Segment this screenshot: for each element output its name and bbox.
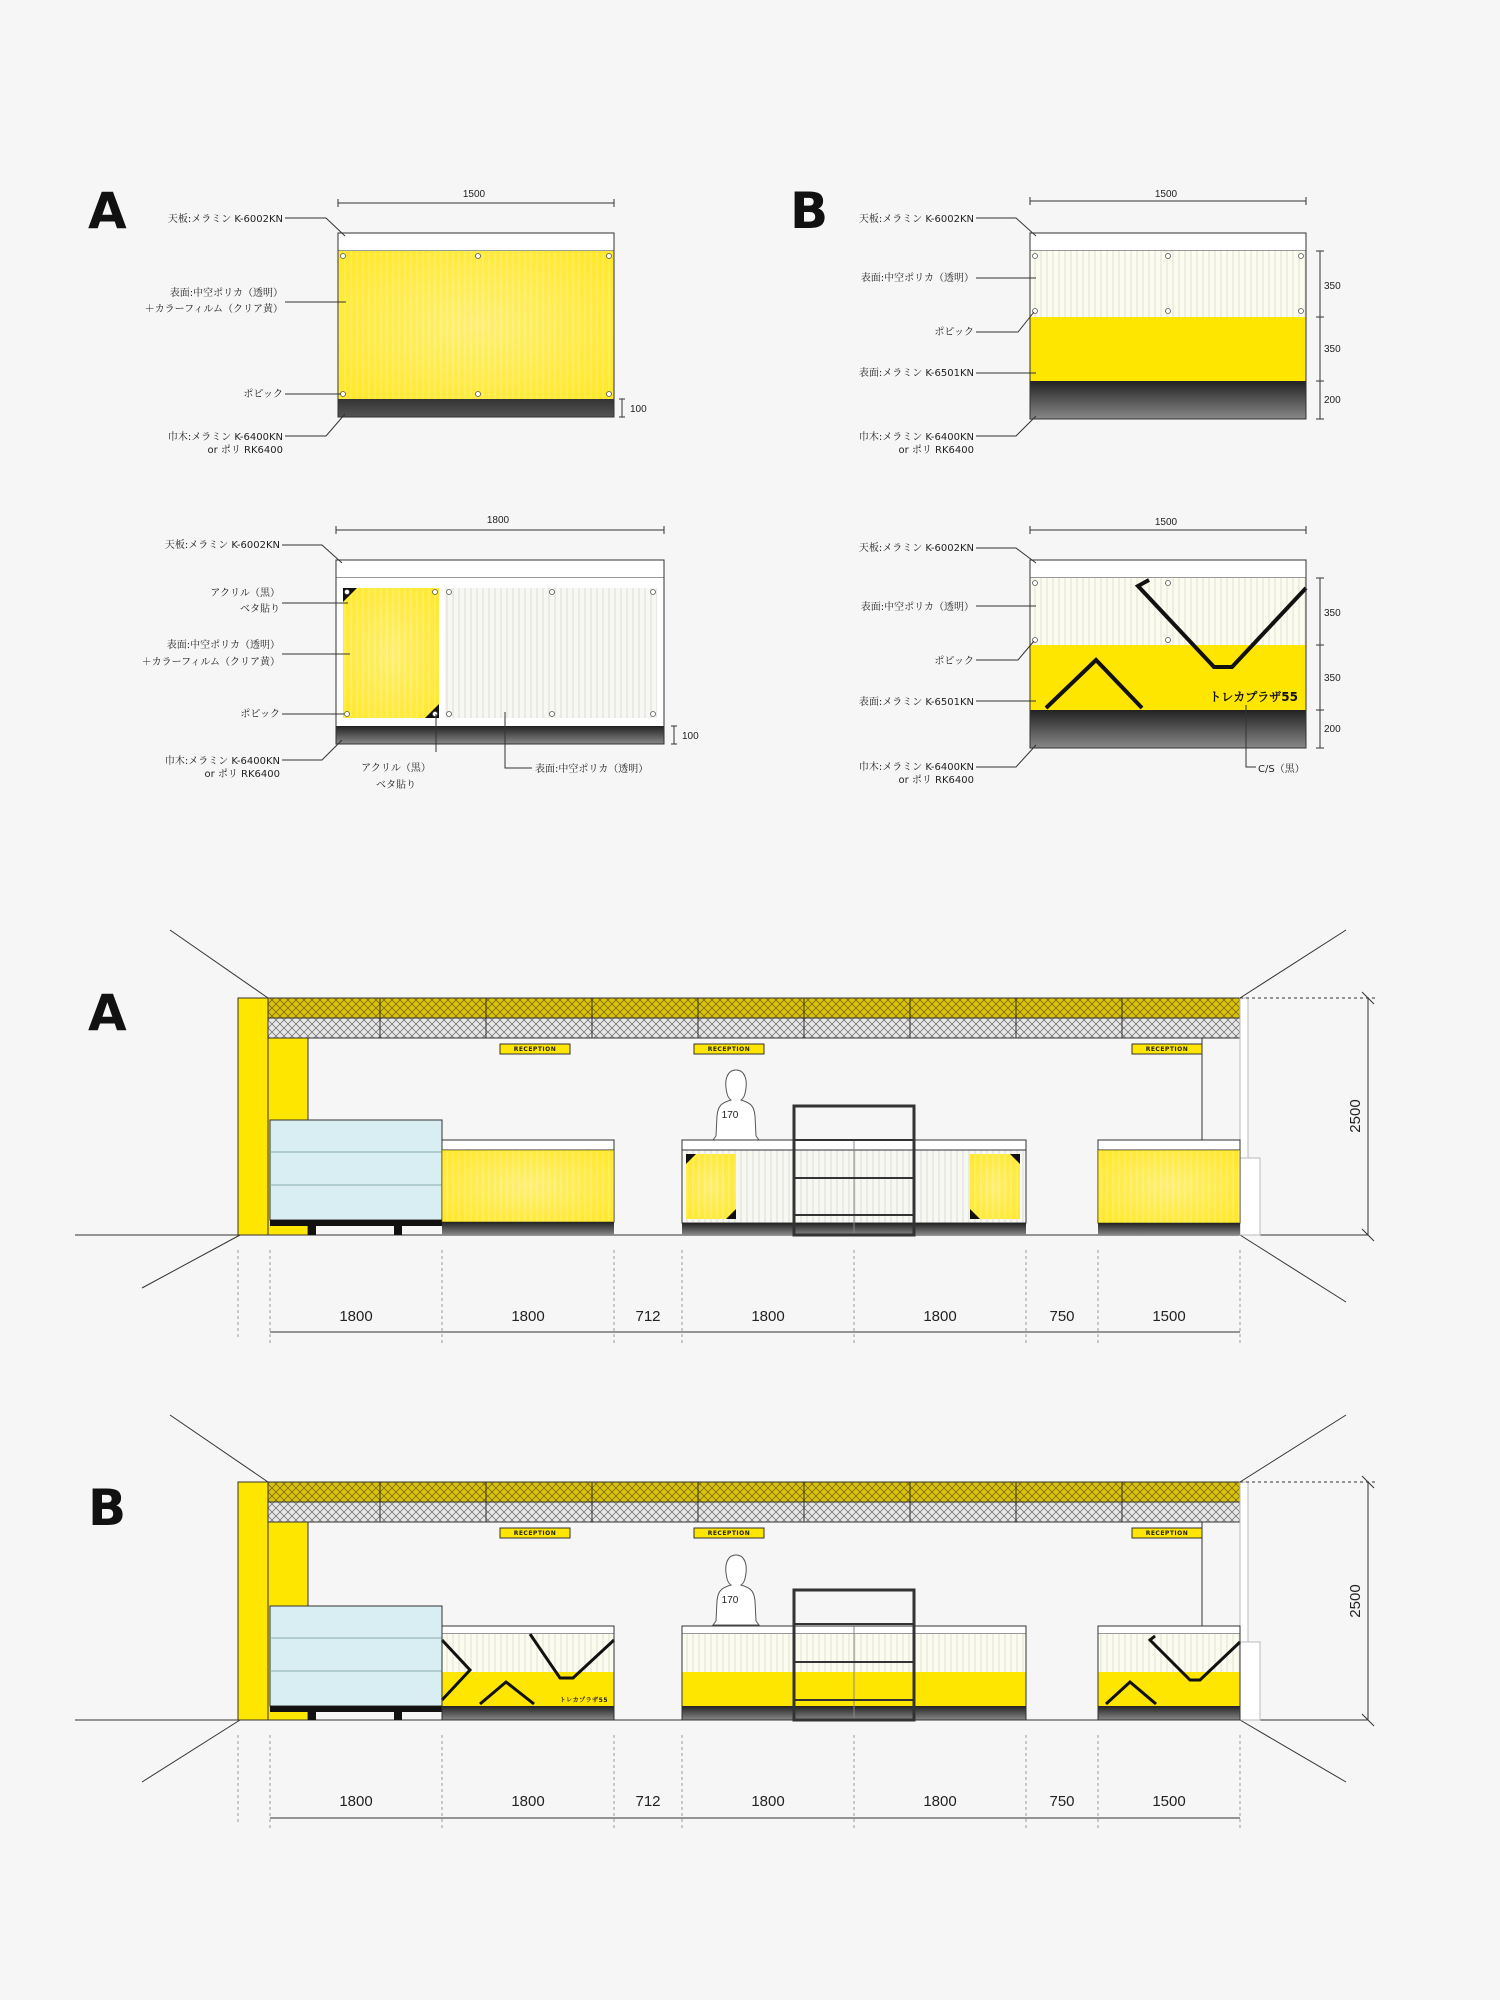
width-dim: 1800 bbox=[923, 1308, 957, 1325]
width-dim: 1800 bbox=[511, 1308, 545, 1325]
svg-text:RECEPTION: RECEPTION bbox=[513, 1046, 557, 1053]
logo-text: トレカプラザ55 bbox=[1209, 690, 1298, 704]
skirting bbox=[336, 726, 664, 744]
logo-text: トレカプラザ55 bbox=[559, 1697, 608, 1704]
counter-top bbox=[1030, 233, 1306, 251]
ceiling-mesh bbox=[268, 1018, 1240, 1038]
height-dim-2: 350 bbox=[1324, 673, 1341, 684]
skirting bbox=[338, 399, 614, 417]
label-surface-clear: 表面:中空ポリカ（透明） bbox=[535, 764, 649, 775]
label-surface-1: 表面:中空ポリカ（透明） bbox=[169, 288, 283, 299]
width-dim: 1800 bbox=[339, 1793, 373, 1810]
label-acrylic-2: ベタ貼り bbox=[240, 604, 280, 615]
width-dim: 1500 bbox=[1152, 1308, 1186, 1325]
section-label-b: B bbox=[790, 182, 829, 240]
label-base-2: or ポリ RK6400 bbox=[204, 769, 280, 780]
label-top: 天板:メラミン K-6002KN bbox=[858, 543, 974, 554]
width-dim: 1800 bbox=[751, 1308, 785, 1325]
label-bolt: ポピック bbox=[934, 656, 974, 667]
width-dim: 1800 bbox=[486, 515, 510, 526]
height-dim-1: 350 bbox=[1324, 608, 1341, 619]
person-figure bbox=[713, 1070, 759, 1140]
label-melamine: 表面:メラミン K-6501KN bbox=[858, 697, 974, 708]
label-surface: 表面:中空ポリカ（透明） bbox=[860, 273, 974, 284]
width-dim: 1500 bbox=[1154, 189, 1178, 200]
ceiling-mesh bbox=[268, 1502, 1240, 1522]
width-dim: 712 bbox=[635, 1308, 661, 1325]
label-top: 天板:メラミン K-6002KN bbox=[164, 540, 280, 551]
base-height-dim: 100 bbox=[630, 404, 647, 415]
label-surface-2: ＋カラーフィルム（クリア黄） bbox=[141, 657, 280, 668]
elevation-b bbox=[75, 1415, 1378, 1830]
svg-text:RECEPTION: RECEPTION bbox=[513, 1530, 557, 1537]
label-surface-2: ＋カラーフィルム（クリア黄） bbox=[144, 304, 283, 315]
width-dim: 1500 bbox=[1152, 1793, 1186, 1810]
reception-sign bbox=[694, 1044, 764, 1054]
total-height-dim: 2500 bbox=[1347, 1584, 1364, 1618]
reception-sign bbox=[500, 1044, 570, 1054]
svg-text:RECEPTION: RECEPTION bbox=[1145, 1046, 1189, 1053]
melamine-face bbox=[1030, 317, 1306, 381]
width-dim: 1800 bbox=[751, 1793, 785, 1810]
label-bolt: ポピック bbox=[243, 389, 283, 400]
person-height: 170 bbox=[721, 1110, 739, 1121]
label-base-1: 巾木:メラミン K-6400KN bbox=[858, 762, 974, 773]
label-bolt: ポピック bbox=[934, 327, 974, 338]
svg-text:RECEPTION: RECEPTION bbox=[707, 1530, 751, 1537]
width-dim: 750 bbox=[1049, 1308, 1075, 1325]
width-dim: 1500 bbox=[1154, 517, 1178, 528]
label-base-2: or ポリ RK6400 bbox=[898, 445, 974, 456]
label-surface: 表面:中空ポリカ（透明） bbox=[860, 602, 974, 613]
glass-showcase bbox=[270, 1120, 442, 1220]
yellow-pillar bbox=[238, 1482, 268, 1720]
counter-top bbox=[336, 560, 664, 578]
total-height-dim: 2500 bbox=[1347, 1099, 1364, 1133]
panel-b1 bbox=[790, 182, 1341, 456]
label-base-1: 巾木:メラミン K-6400KN bbox=[858, 432, 974, 443]
svg-text:RECEPTION: RECEPTION bbox=[707, 1046, 751, 1053]
height-dim-3: 200 bbox=[1324, 395, 1341, 406]
height-dim-1: 350 bbox=[1324, 281, 1341, 292]
base-height-dim: 100 bbox=[682, 731, 699, 742]
label-acrylic-b2: ベタ貼り bbox=[376, 780, 416, 791]
clear-face bbox=[1098, 1634, 1240, 1672]
panel-b2 bbox=[859, 517, 1341, 786]
elevation-a bbox=[75, 930, 1378, 1345]
height-dim-2: 350 bbox=[1324, 344, 1341, 355]
reception-sign bbox=[1132, 1528, 1202, 1538]
person-figure bbox=[713, 1555, 759, 1625]
label-surface-1: 表面:中空ポリカ（透明） bbox=[166, 640, 280, 651]
skirting bbox=[1030, 381, 1306, 419]
skirting bbox=[1030, 710, 1306, 748]
label-base-2: or ポリ RK6400 bbox=[207, 445, 283, 456]
person-height: 170 bbox=[721, 1595, 739, 1606]
reception-sign bbox=[1132, 1044, 1202, 1054]
label-cs: C/S（黒） bbox=[1258, 764, 1305, 775]
panel-a2 bbox=[142, 515, 699, 791]
counter-top bbox=[338, 233, 614, 251]
label-acrylic-b1: アクリル（黒） bbox=[361, 763, 431, 774]
label-base-1: 巾木:メラミン K-6400KN bbox=[167, 432, 283, 443]
width-dim: 750 bbox=[1049, 1793, 1075, 1810]
label-bolt: ポピック bbox=[240, 709, 280, 720]
height-dim-3: 200 bbox=[1324, 724, 1341, 735]
yellow-pillar bbox=[238, 998, 268, 1235]
label-melamine: 表面:メラミン K-6501KN bbox=[858, 368, 974, 379]
label-base-2: or ポリ RK6400 bbox=[898, 775, 974, 786]
label-base-1: 巾木:メラミン K-6400KN bbox=[164, 756, 280, 767]
label-acrylic-1: アクリル（黒） bbox=[210, 588, 280, 599]
width-dim: 1800 bbox=[511, 1793, 545, 1810]
width-dim: 1800 bbox=[339, 1308, 373, 1325]
section-label-a: A bbox=[88, 984, 127, 1042]
width-dim: 1500 bbox=[462, 189, 486, 200]
reception-sign bbox=[500, 1528, 570, 1538]
clear-face bbox=[445, 588, 657, 718]
glass-showcase bbox=[270, 1606, 442, 1706]
label-top: 天板:メラミン K-6002KN bbox=[858, 214, 974, 225]
panel-a1 bbox=[88, 182, 647, 456]
clear-face bbox=[1030, 251, 1306, 317]
melamine-face bbox=[1098, 1672, 1240, 1706]
svg-text:RECEPTION: RECEPTION bbox=[1145, 1530, 1189, 1537]
width-dim: 1800 bbox=[923, 1793, 957, 1810]
reception-sign bbox=[694, 1528, 764, 1538]
label-top: 天板:メラミン K-6002KN bbox=[167, 214, 283, 225]
counter-top bbox=[1030, 560, 1306, 578]
section-label-b: B bbox=[88, 1479, 127, 1537]
width-dim: 712 bbox=[635, 1793, 661, 1810]
section-label-a: A bbox=[88, 182, 127, 240]
